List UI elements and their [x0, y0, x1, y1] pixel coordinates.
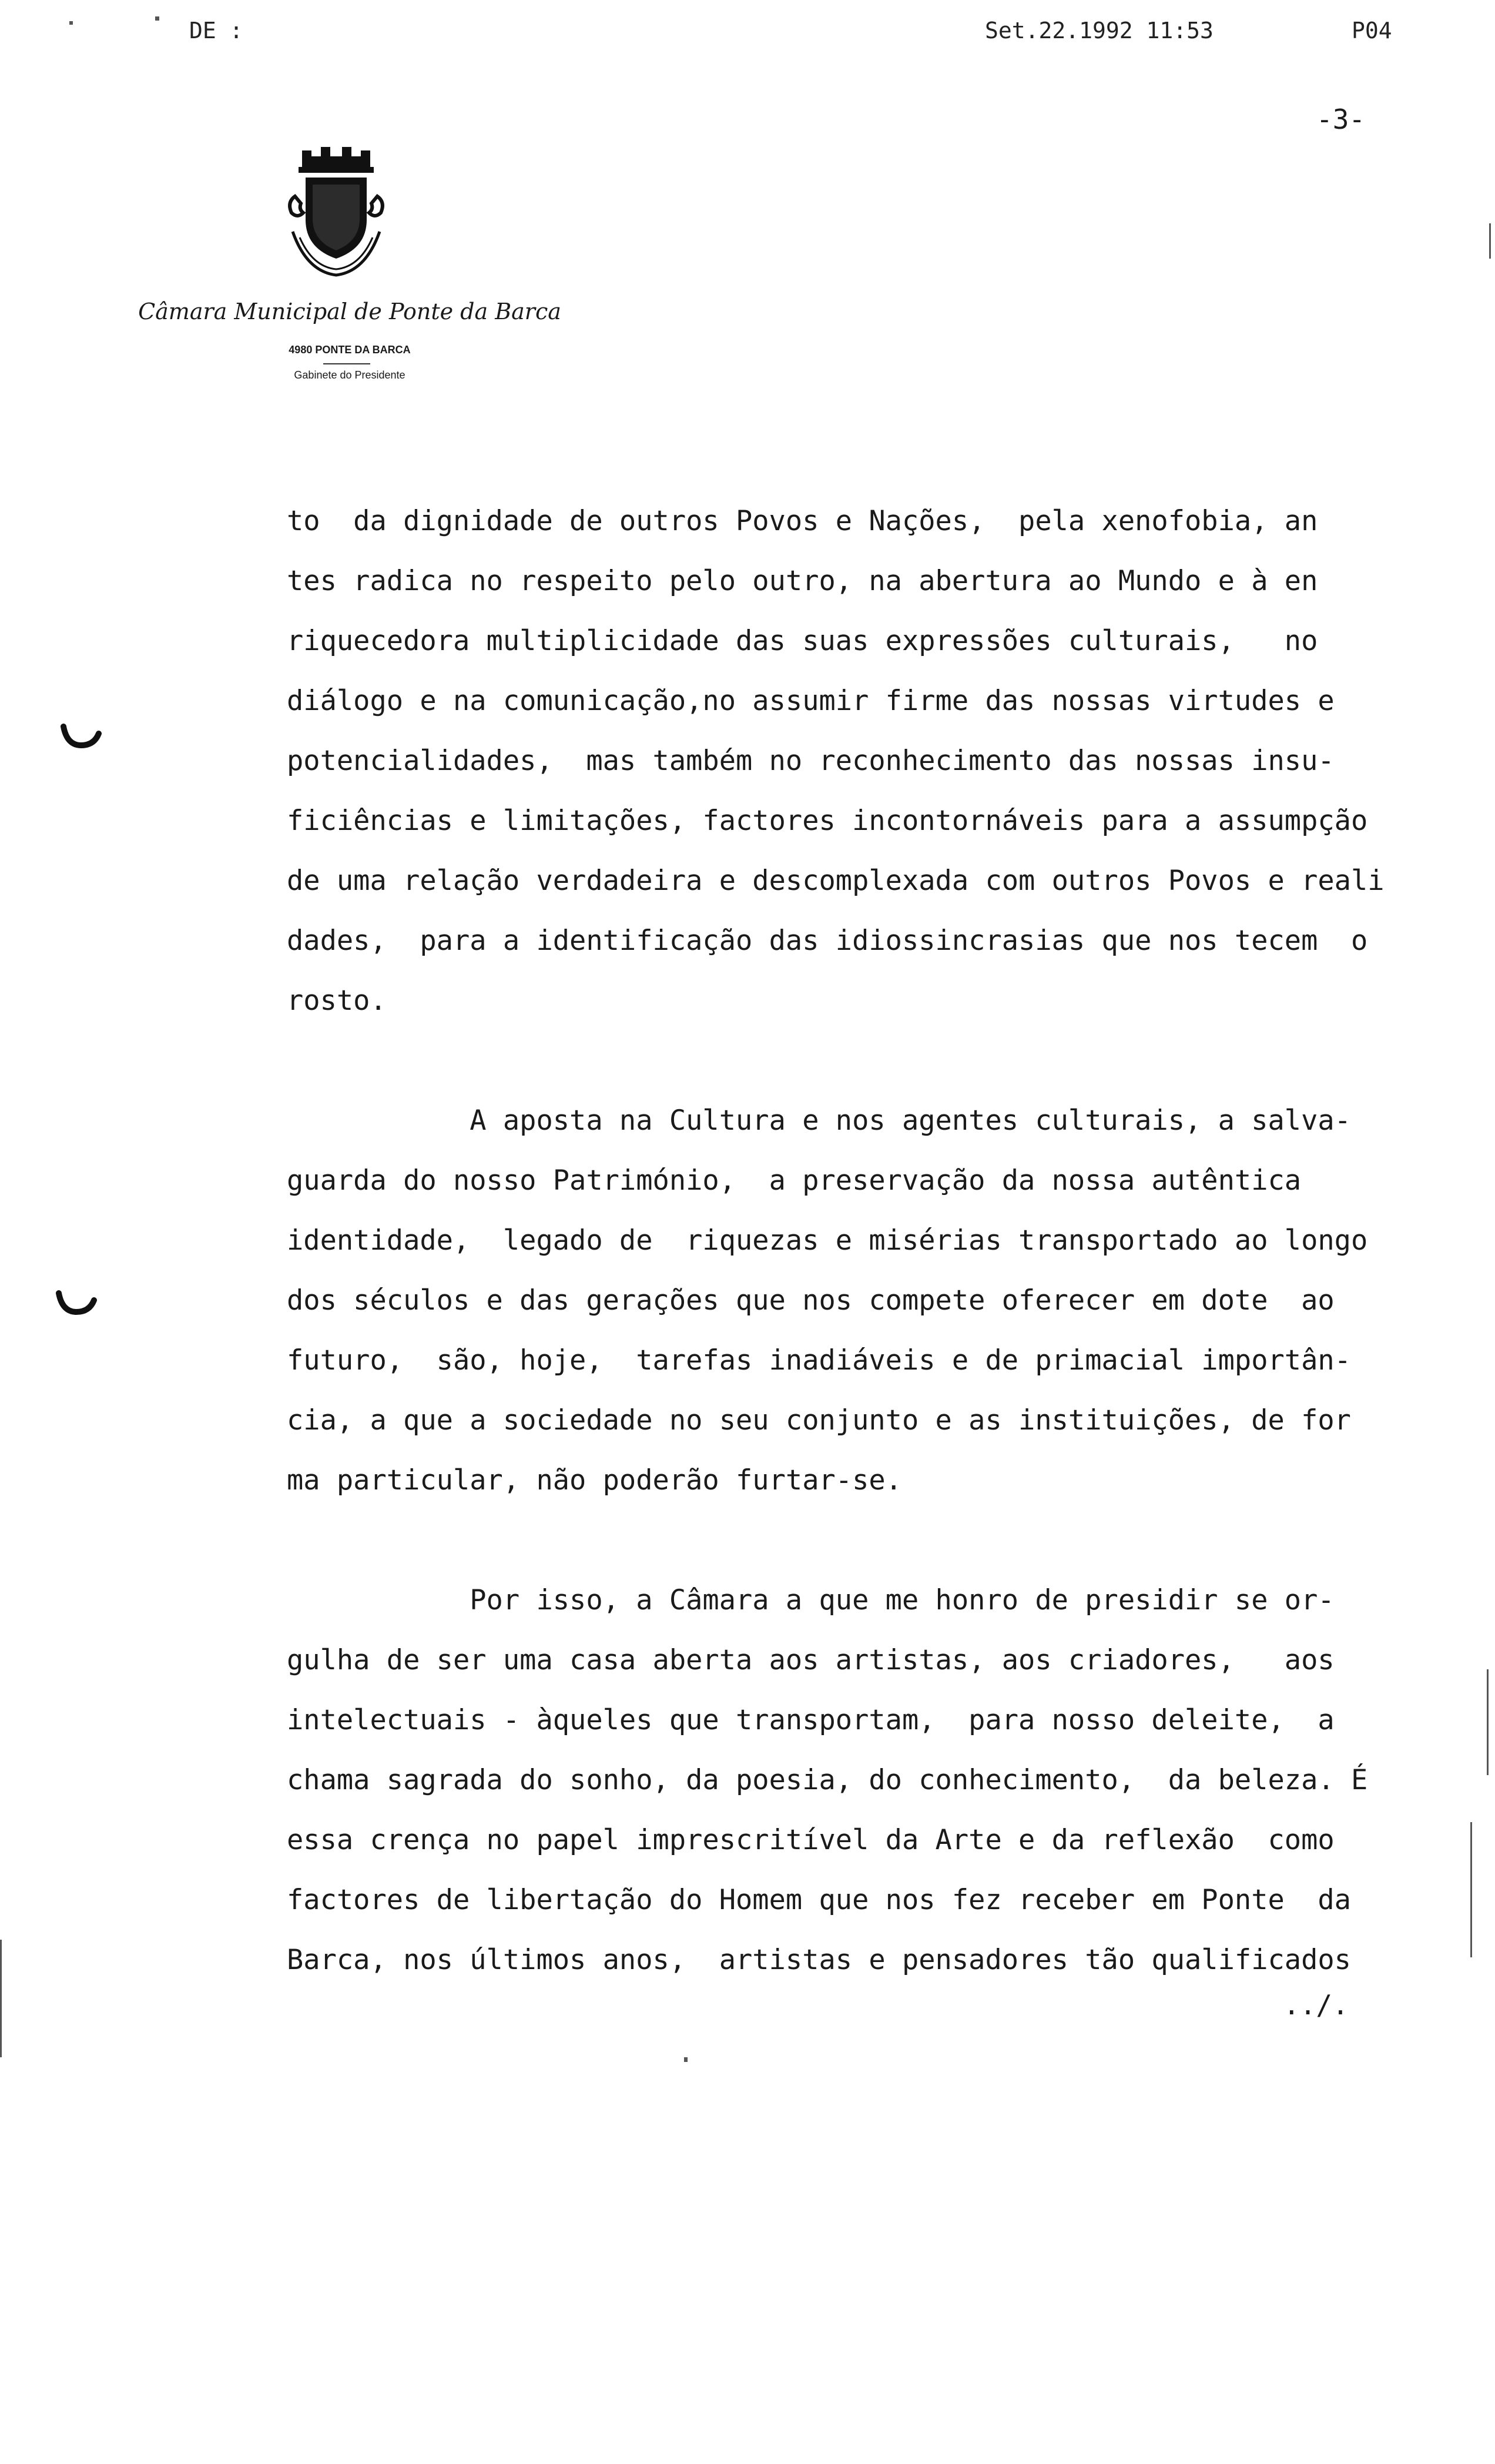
scan-speck [684, 2057, 688, 2062]
paragraph-gap [287, 1031, 1450, 1091]
text-line: diálogo e na comunicação,no assumir firme das nossas virtudes e [287, 685, 1335, 717]
text-line: essa crença no papel imprescritível da Arte e da reflexão como [287, 1824, 1335, 1856]
text-line: dades, para a identificação das idiossincrasias que nos tecem o [287, 925, 1368, 957]
address-divider [323, 363, 370, 364]
text-line: factores de libertação do Homem que nos fez receber em Ponte da [287, 1884, 1351, 1916]
text-line: A aposta na Cultura e nos agentes culturais, a salva- [287, 1104, 1351, 1137]
page-number: -3- [1316, 103, 1366, 135]
text-line: identidade, legado de riquezas e misérias transportado ao longo [287, 1224, 1368, 1257]
fax-sender-label: DE : [189, 18, 243, 43]
text-line: de uma relação verdadeira e descomplexada com outros Povos e reali [287, 865, 1385, 897]
scan-edge-line [1489, 223, 1491, 259]
text-line: ma particular, não poderão furtar-se. [287, 1464, 902, 1497]
scan-edge-line [0, 1940, 2, 2057]
text-line: cia, a que a sociedade no seu conjunto e as instituições, de for [287, 1404, 1351, 1437]
hole-punch-mark-icon [59, 722, 102, 750]
text-line: rosto. [287, 985, 387, 1017]
scan-edge-line [1487, 1669, 1489, 1775]
continuation-mark: ../. [1283, 1989, 1349, 2021]
coat-of-arms-icon [271, 143, 401, 284]
letterhead [135, 135, 564, 417]
institution-address: 4980 PONTE DA BARCA [289, 344, 411, 356]
text-line: gulha de ser uma casa aberta aos artistas, aos criadores, aos [287, 1644, 1335, 1676]
letter-body [287, 491, 1450, 1990]
fax-datetime: Set.22.1992 11:53 [985, 18, 1214, 43]
text-line: intelectuais - àqueles que transportam, para nosso deleite, a [287, 1704, 1335, 1736]
text-line: guarda do nosso Património, a preservação da nossa autêntica [287, 1164, 1302, 1197]
text-line: ficiências e limitações, factores incontornáveis para a assumpção [287, 805, 1368, 837]
text-line: potencialidades, mas também no reconhecimento das nossas insu- [287, 745, 1335, 777]
text-line: Por isso, a Câmara a que me honro de presidir se or- [287, 1584, 1335, 1616]
text-line: Barca, nos últimos anos, artistas e pensadores tão qualificados [287, 1944, 1351, 1976]
text-line: chama sagrada do sonho, da poesia, do conhecimento, da beleza. É [287, 1764, 1368, 1796]
fax-page-code: P04 [1352, 18, 1392, 43]
text-line: riquecedora multiplicidade das suas expressões culturais, no [287, 625, 1318, 657]
text-line: futuro, são, hoje, tarefas inadiáveis e de primacial importân- [287, 1344, 1351, 1377]
text-line: to da dignidade de outros Povos e Nações, pela xenofobia, an [287, 505, 1318, 537]
text-line: dos séculos e das gerações que nos compete oferecer em dote ao [287, 1284, 1335, 1317]
paragraph-gap [287, 1511, 1450, 1571]
scan-edge-line [1470, 1822, 1472, 1957]
institution-name: Câmara Municipal de Ponte da Barca [138, 299, 561, 324]
hole-punch-mark-icon [54, 1288, 98, 1317]
text-line: tes radica no respeito pelo outro, na abertura ao Mundo e à en [287, 565, 1318, 597]
scan-speck [69, 21, 73, 25]
scan-speck [155, 16, 159, 21]
fax-transmission-header [0, 18, 1495, 53]
office-name: Gabinete do Presidente [294, 369, 405, 381]
